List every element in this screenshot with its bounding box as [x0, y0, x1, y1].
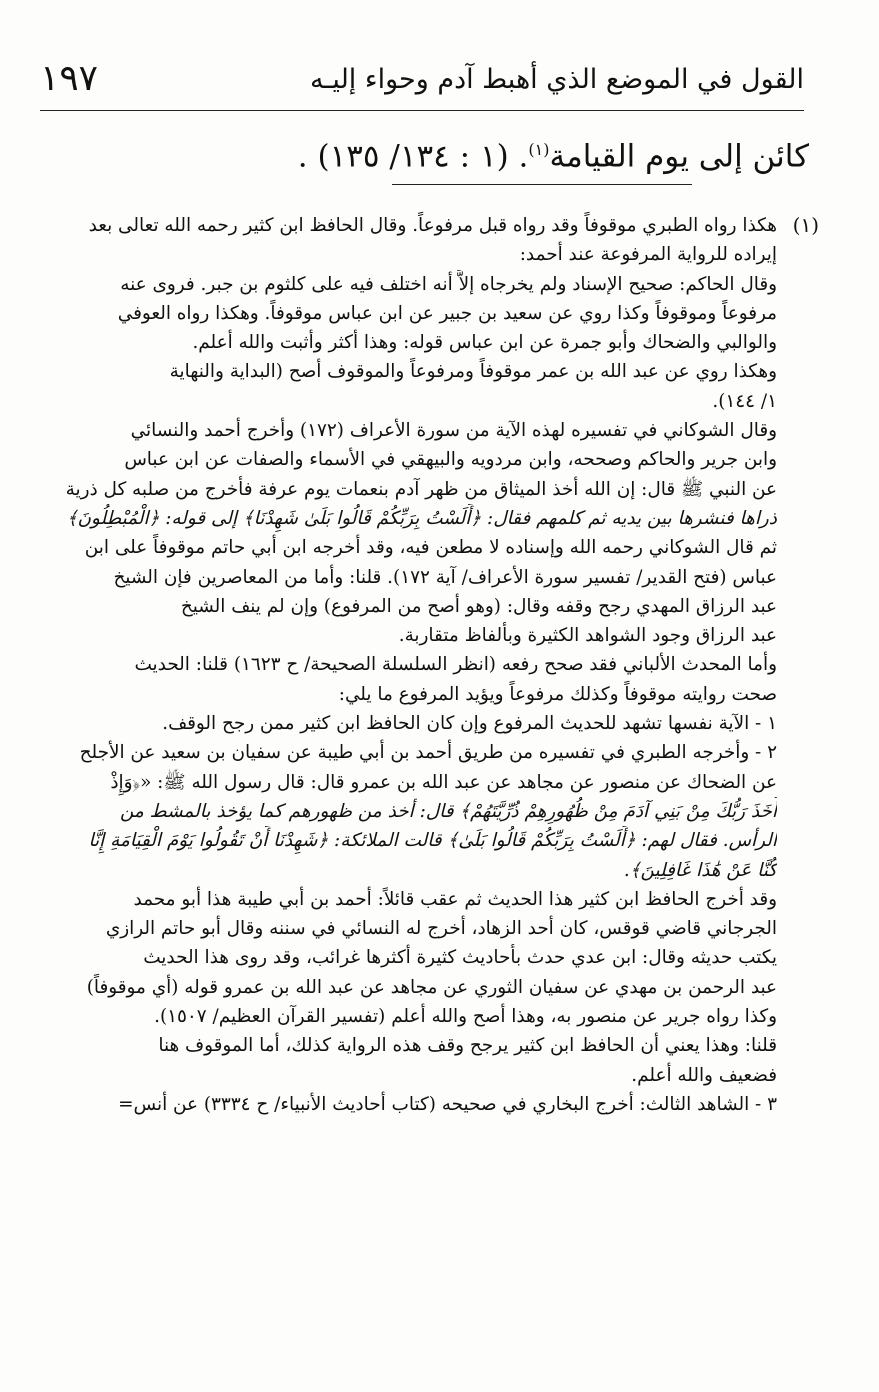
footnote-line: قلنا: وهذا يعني أن الحافظ ابن كثير يرجح وقف هذه الرواية كذلك، أما الموقوف هنا — [158, 1035, 777, 1057]
footnote-line: مرفوعاً وموقوفاً وكذا روي عن سعيد بن جبير عن ابن عباس موقوفاً. وهكذا رواه العوفي — [117, 302, 777, 324]
main-text — [69, 124, 809, 182]
page-header — [40, 58, 804, 111]
footnote-line: ١ - الآية نفسها تشهد للحديث المرفوع وإن كان الحافظ ابن كثير ممن رجح الوقف. — [162, 713, 777, 735]
footnote-line: ١/ ١٤٤). — [712, 390, 777, 412]
footnote-ref-mark: (١) — [528, 140, 550, 159]
footnote-line: وأما المحدث الألباني فقد صحح رفعه (انظر السلسلة الصحيحة/ ح ١٦٢٣) قلنا: الحديث — [134, 654, 777, 676]
footnote-line: وكذا رواه جرير عن منصور به، وهذا أصح والله أعلم (تفسير القرآن العظيم/ ١٥٠٧). — [154, 1006, 777, 1028]
footnote-line: أَخَذَ رَبُّكَ مِنْ بَنِي آدَمَ مِنْ ظُهُورِهِمْ ذُرِّيَّتَهُمْ﴾ قال: أخذ من ظهورهم كما يؤخذ بالمشط من — [119, 800, 777, 822]
footnote-line: عبد الرحمن بن مهدي عن سفيان الثوري عن مجاهد عن عبد الله بن عمرو قوله (أي موقوفاً) — [86, 976, 777, 998]
footnote-body — [52, 211, 777, 1119]
footnote-line: فضعيف والله أعلم. — [631, 1064, 777, 1086]
footnotes-section — [52, 211, 819, 1119]
footnote-line: ثم قال الشوكاني رحمه الله وإسناده لا مطعن فيه، وقد أخرجه ابن أبي حاتم موقوفاً على ابن — [84, 537, 777, 559]
footnote-line: يكتب حديثه وقال: ابن عدي حدث بأحاديث كثيرة أكثرها غرائب، وقد روى هذا الحديث — [143, 947, 777, 969]
running-title: القول في الموضع الذي أهبط آدم وحواء إليـه — [310, 64, 804, 95]
main-citation: . (١ : ١٣٤/ ١٣٥) . — [297, 138, 529, 175]
footnote-line: الجرجاني قاضي قوقس، كان أحد الزهاد، أخرج له النسائي في سننه وقال أبو حاتم الرازي — [105, 918, 777, 940]
footnote-line: وهكذا روي عن عبد الله بن عمر موقوفاً ومرفوعاً والموقوف أصح (البداية والنهاية — [169, 361, 777, 383]
footnote-line: هكذا رواه الطبري موقوفاً وقد رواه قبل مرفوعاً. وقال الحافظ ابن كثير رحمه الله تعالى بعد — [88, 215, 777, 236]
footnote-line: صحت روايته موقوفاً وكذلك مرفوعاً ويؤيد المرفوع ما يلي: — [338, 683, 777, 705]
footnote-line: عن الضحاك عن منصور عن مجاهد عن عبد الله بن عمرو قال: قال رسول الله ﷺ: «﴿وَإِذْ — [110, 771, 777, 793]
footnote-line: ٣ - الشاهد الثالث: أخرج البخاري في صحيحه (كتاب أحاديث الأنبياء/ ح ٣٣٣٤) عن أنس= — [118, 1093, 777, 1115]
footnote-line: وقد أخرج الحافظ ابن كثير هذا الحديث ثم عقب قائلاً: أحمد بن أبي طيبة هذا أبو محمد — [133, 888, 777, 910]
footnote-line: والوالبي والضحاك وأبو جمرة عن ابن عباس قوله: وهذا أكثر وأثبت والله أعلم. — [192, 332, 777, 354]
footnote-line: عباس (فتح القدير/ تفسير سورة الأعراف/ آية ١٧٢). قلنا: وأما من المعاصرين فإن الشيخ — [113, 566, 777, 588]
footnote-number: (١) — [792, 213, 819, 237]
footnote-line: الرأس. فقال لهم: ﴿أَلَسْتُ بِرَبِّكُمْ قَالُوا بَلَىٰ﴾ قالت الملائكة: ﴿شَهِدْنَا أَنْ تَقُولُوا يَوْمَ الْقِيَامَةِ إِنَّا — [88, 830, 777, 852]
footnote-line: عن النبي ﷺ قال: إن الله أخذ الميثاق من ظهر آدم بنعمات يوم عرفة فأخرج من صلبه كل ذرية — [65, 478, 777, 500]
footnote-line: وقال الحاكم: صحيح الإسناد ولم يخرجاه إلاَّ أنه اختلف فيه على كلثوم بن جبر. فروى عنه — [120, 273, 777, 295]
footnote-line: ذراها فنشرها بين يديه ثم كلمهم فقال: ﴿أَلَسْتُ بِرَبِّكُمْ قَالُوا بَلَىٰ شَهِدْنَا﴾ إلى قوله: ﴿الْمُبْطِلُونَ﴾ — [66, 507, 777, 529]
footnote-separator — [392, 184, 692, 185]
main-text-body: كائن إلى يوم القيامة — [549, 138, 809, 175]
footnote-line: وابن جرير والحاكم وصححه، وابن مردويه والبيهقي في الأسماء والصفات عن ابن عباس — [124, 449, 777, 471]
footnote-line: عبد الرزاق وجود الشواهد الكثيرة وبألفاظ متقاربة. — [398, 625, 777, 647]
footnote-line: وقال الشوكاني في تفسيره لهذه الآية من سورة الأعراف (١٧٢) وأخرج أحمد والنسائي — [130, 420, 777, 442]
page-number: ١٩٧ — [40, 58, 99, 99]
footnote-line: عبد الرزاق المهدي رجح وقفه وقال: (وهو أصح من المرفوع) وإن لم ينف الشيخ — [180, 595, 777, 617]
footnote-line: ٢ - وأخرجه الطبري في تفسيره من طريق أحمد بن أبي طيبة عن سفيان بن سعيد عن الأجلح — [79, 742, 777, 764]
footnote-line: إيراده للرواية المرفوعة عند أحمد: — [519, 244, 777, 266]
footnote-line: كُنَّا عَنْ هَٰذَا غَافِلِينَ﴾. — [623, 859, 777, 881]
